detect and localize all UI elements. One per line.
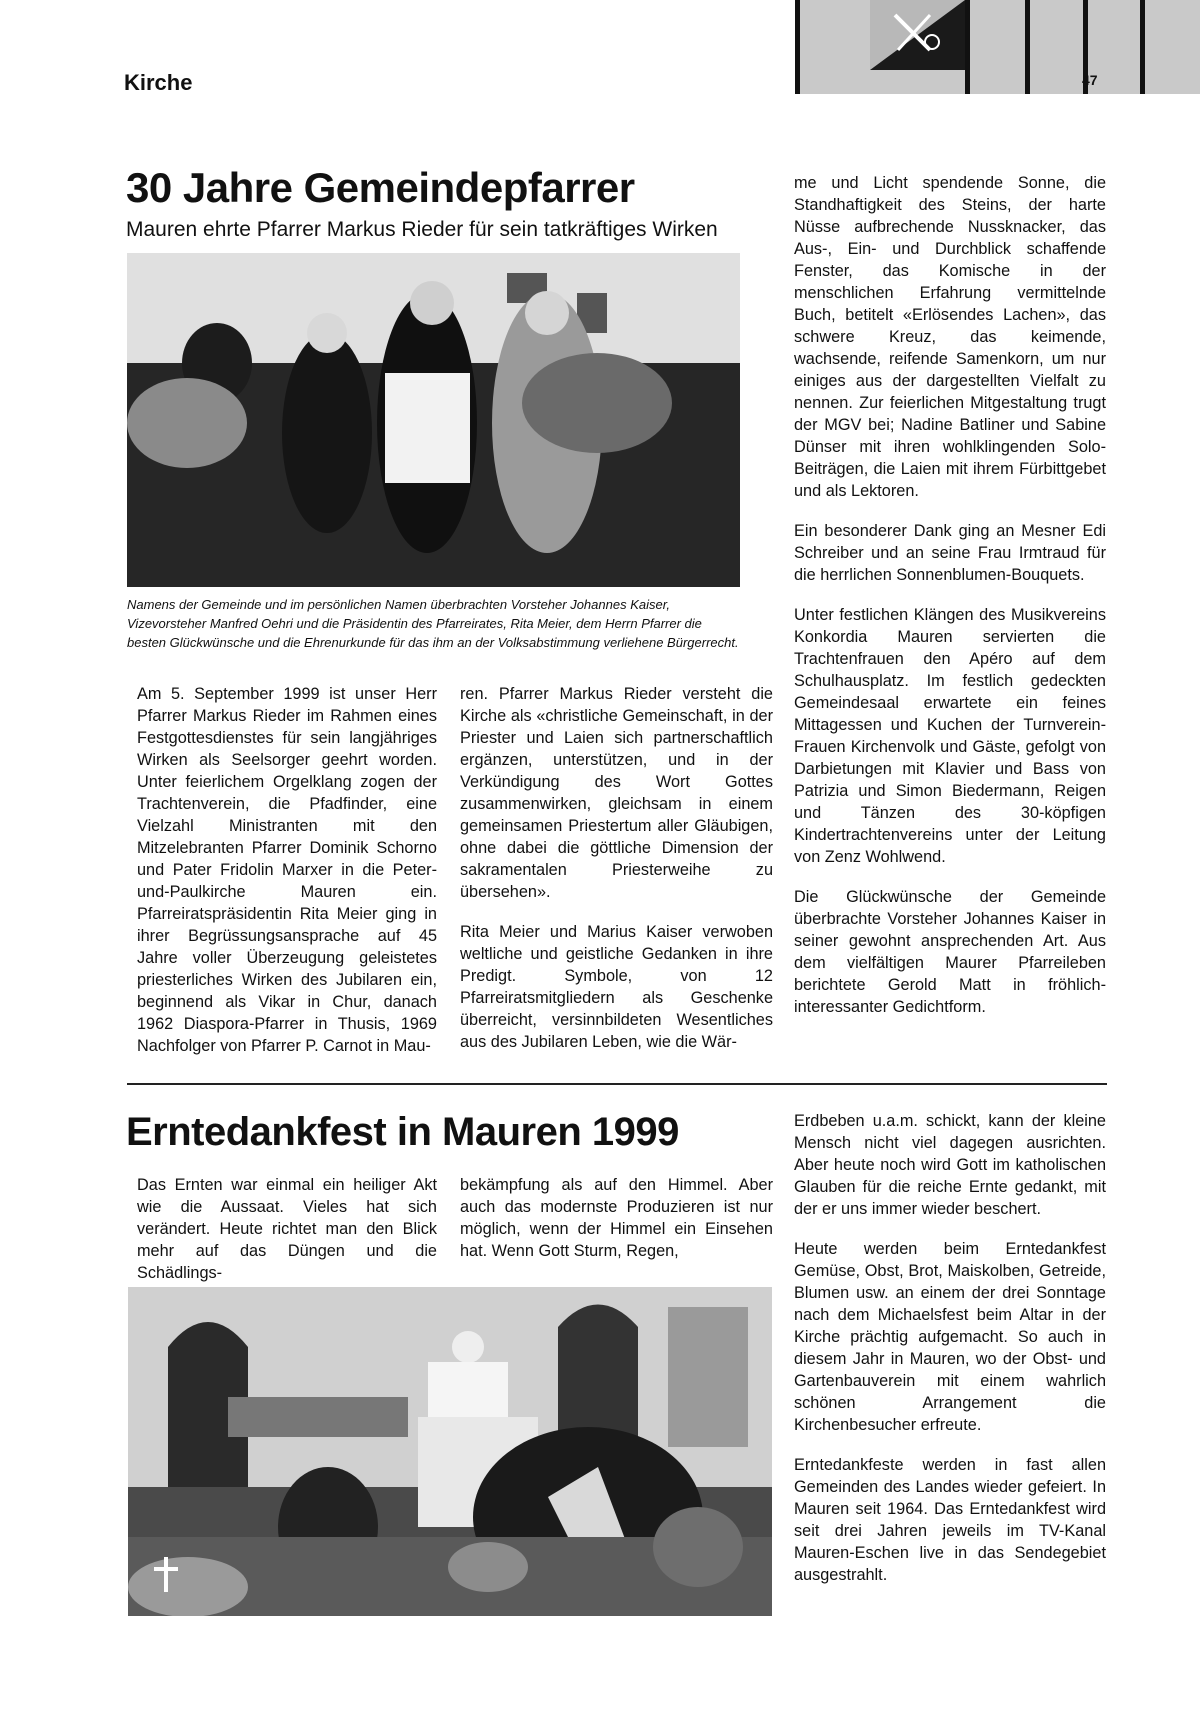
article-2-column-3 [794, 1110, 1106, 1604]
paragraph: Erdbeben u.a.m. schickt, kann der kleine Mensch nicht viel dagegen ausrichten. Aber heute noch wird Gott im katholischen Glauben für die reiche Ernte gedankt, mit der er uns immer wieder beschert. [794, 1112, 1106, 1218]
paragraph: Das Ernten war einmal ein heiliger Akt wie die Aussaat. Vieles hat sich verändert. Heute richtet man den Blick mehr auf das Düngen und die Schädlings- [137, 1176, 437, 1282]
paragraph: Heute werden beim Erntedankfest Gemüse, Obst, Brot, Maiskolben, Getreide, Blumen usw. an einem der drei Sonntage nach dem Michaelsfest beim Altar in der Kirche prächtig aufgemacht. So auch in diesem Jahr in Mauren, wo der Obst- und Gartenbauverein mit einem wahrlich schönen Arrangement die Kirchenbesucher erfreute. [794, 1240, 1106, 1434]
paragraph: me und Licht spendende Sonne, die Standhaftigkeit des Steins, der harte Nüsse aufbrechende Nussknacker, das Aus-, Ein- und Durchblick schaffende Fenster, das Komische in der menschlichen Erfahrung vermittelnde Buch, betitelt «Erlösendes Lachen», das schwere Kreuz, das keimende, wachsende, reifende Samenkorn, um nur einiges aus der dargestellten Vielfalt zu nennen. Zur feierlichen Mitgestaltung trugt der MGV bei; Nadine Batliner und Sabine Dünser mit ihren wohlklingenden Solo-Beiträgen, die Laien mit ihrem Fürbittgebet und als Lektoren. [794, 174, 1106, 500]
paragraph: Rita Meier und Marius Kaiser verwoben weltliche und geistliche Gedanken in ihre Predigt. Symbole, von 12 Pfarreiratsmitgliedern als Geschenke überreicht, versinnbildeten Wesentliches aus des Jubilaren Leben, wie die Wär- [460, 923, 773, 1051]
photo-harvest-altar [128, 1287, 772, 1616]
paragraph: ren. Pfarrer Markus Rieder versteht die Kirche als «christliche Gemeinschaft, in der Priester und Laien sich partnerschaftlich ergänzen, unterstützen, und in der Verkündigung des Wort Gottes zusammenwirken, gleichsam in einem gemeinsamen Priestertum aller Gläubigen, ohne dabei die göttliche Dimension der sakramentalen Priesterweihe zu übersehen». [460, 685, 773, 901]
photo-honorees [127, 253, 740, 587]
article-2-column-2 [460, 1174, 773, 1280]
paragraph: Ein besonderer Dank ging an Mesner Edi Schreiber und an seine Frau Irmtraud für die herrlichen Sonnenblumen-Bouquets. [794, 522, 1106, 584]
paragraph: Erntedankfeste werden in fast allen Gemeinden des Landes wieder gefeiert. In Mauren seit 1964. Das Erntedankfest wird seit drei Jahren jeweils im TV-Kanal Mauren-Eschen live in das Sendegebiet ausgestrahlt. [794, 1456, 1106, 1584]
paragraph: Unter festlichen Klängen des Musikvereins Konkordia Mauren servierten die Trachtenfrauen den Apéro auf dem Schulhausplatz. Im festlich gedeckten Gemeindesaal erwartete ein feines Mittagessen und Kuchen der Turnverein-Frauen Kirchenvolk und Gäste, gefolgt von Darbietungen mit Klavier und Bass von Patrizia und Simon Biedermann, Reigen und Tänzen des 30-köpfigen Kindertrachtenvereins unter der Leitung von Zenz Wohlwend. [794, 606, 1106, 866]
article-1-title: 30 Jahre Gemeindepfarrer [126, 164, 635, 211]
photo-caption: Namens der Gemeinde und im persönlichen Namen überbrachten Vorsteher Johannes Kaiser, Vizevorsteher Manfred Oehri und die Präsidentin des Pfarreirates, Rita Meier, dem Herrn Pfarrer die besten Glückwünsche und die Ehrenurkunde für das ihm an der Volksabstimmung verliehene Bürgerrecht. [127, 597, 739, 650]
article-2-column-1 [137, 1174, 437, 1302]
article-1-subtitle: Mauren ehrte Pfarrer Markus Rieder für sein tatkräftiges Wirken [126, 218, 718, 241]
header-strip [795, 0, 1200, 94]
article-2-title: Erntedankfest in Mauren 1999 [126, 1110, 679, 1154]
section-label: Kirche [124, 70, 193, 95]
section-divider [127, 1083, 1107, 1085]
coat-of-arms-icon [870, 0, 965, 70]
page-number: 47 [1082, 72, 1098, 88]
paragraph: Die Glückwünsche der Gemeinde überbrachte Vorsteher Johannes Kaiser in seiner gewohnt ansprechenden Art. Aus dem vielfältigen Maurer Pfarreileben berichtete Gerold Matt in fröhlich-interessanter Gedichtform. [794, 888, 1106, 1016]
article-1-column-1 [137, 683, 437, 1075]
paragraph: Am 5. September 1999 ist unser Herr Pfarrer Markus Rieder im Rahmen eines Festgottesdienstes für sein langjähriges Wirken als Seelsorger geehrt worden. Unter feierlichem Orgelklang zogen der Trachtenverein, die Pfadfinder, eine Vielzahl Ministranten mit den Mitzelebranten Pfarrer Dominik Schorno und Pater Fridolin Marxer in die Peter-und-Paulkirche Mauren ein. Pfarreiratspräsidentin Rita Meier ging in ihrer Begrüssungsansprache auf 45 Jahre voller Überzeugung geleistetes priesterliches Wirken des Jubilaren ein, beginnend als Vikar in Chur, danach 1962 Diaspora-Pfarrer in Thusis, 1969 Nachfolger von Pfarrer P. Carnot in Mau- [137, 685, 437, 1055]
article-1-column-3 [794, 172, 1106, 1036]
article-1-column-2 [460, 683, 773, 1071]
paragraph: bekämpfung als auf den Himmel. Aber auch das modernste Produzieren ist nur möglich, wenn der Himmel ein Einsehen hat. Wenn Gott Sturm, Regen, [460, 1176, 773, 1260]
